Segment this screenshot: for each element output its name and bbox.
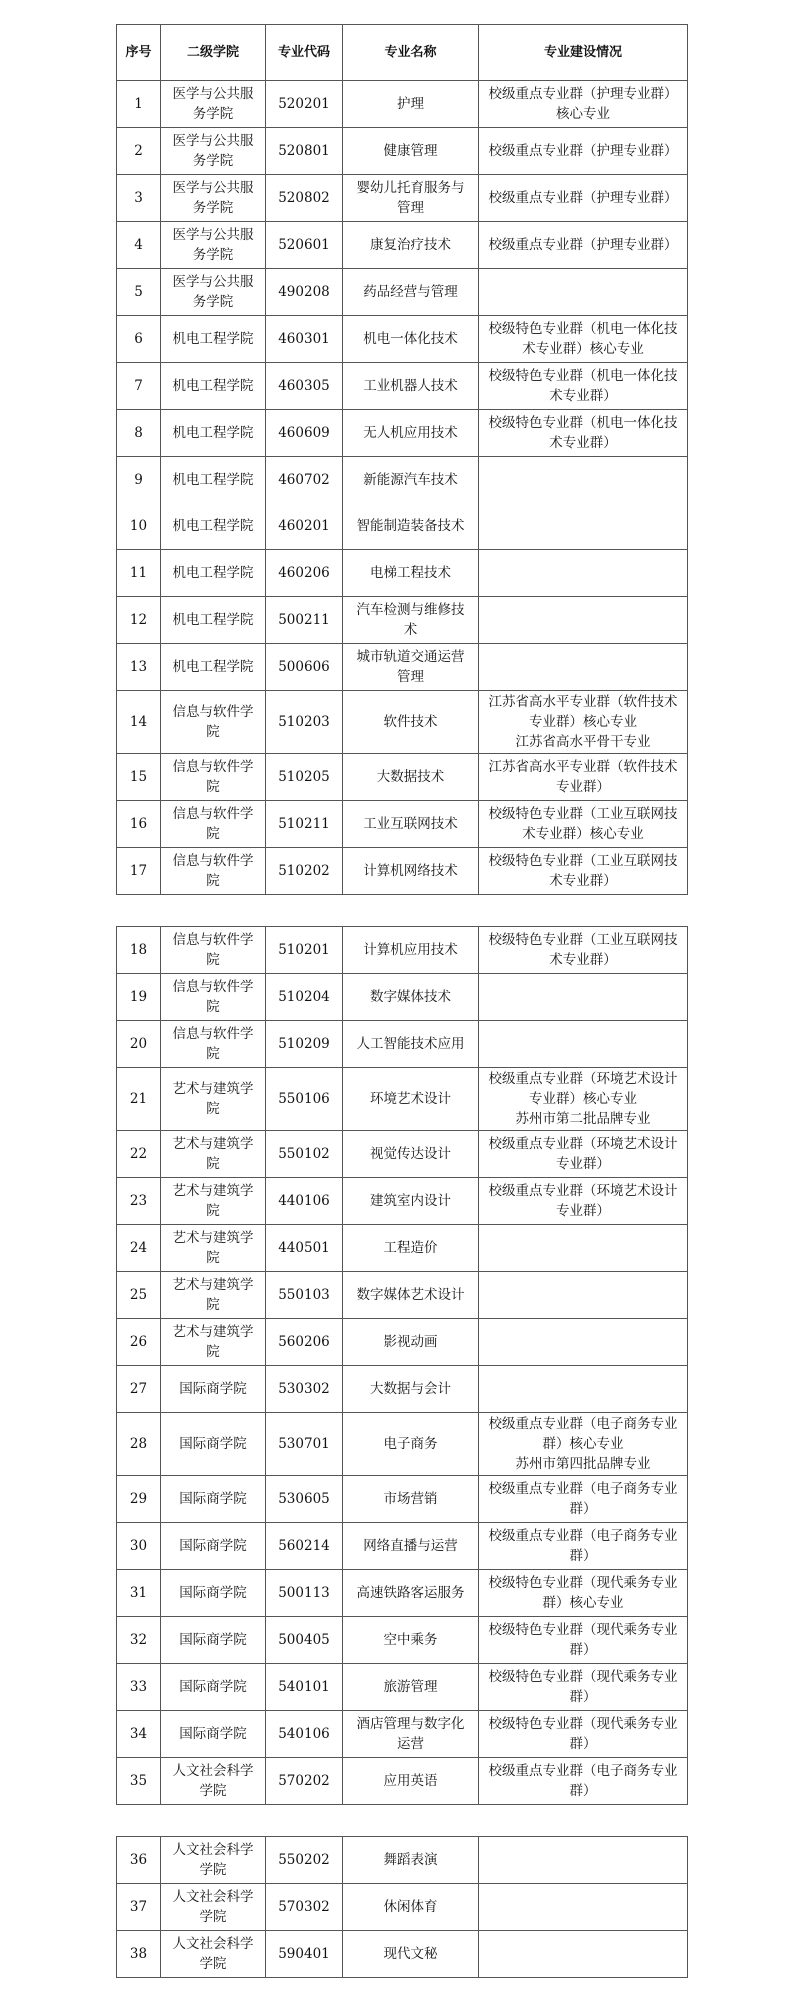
cell-construction	[479, 1366, 688, 1413]
cell-code: 590401	[266, 1931, 343, 1978]
cell-construction	[479, 1837, 688, 1884]
cell-code: 540106	[266, 1711, 343, 1758]
cell-construction	[479, 597, 688, 644]
cell-college: 国际商学院	[161, 1476, 266, 1523]
table-row	[117, 1319, 688, 1366]
cell-construction: 校级重点专业群（环境艺术设计 专业群）核心专业 苏州市第二批品牌专业	[479, 1068, 688, 1131]
cell-college: 医学与公共服 务学院	[161, 222, 266, 269]
cell-index: 12	[117, 597, 161, 644]
table-row	[117, 644, 688, 691]
col-header-major-name: 专业名称	[343, 25, 479, 81]
cell-college: 人文社会科学 学院	[161, 1931, 266, 1978]
cell-code: 540101	[266, 1664, 343, 1711]
cell-index: 37	[117, 1884, 161, 1931]
cell-construction	[479, 1319, 688, 1366]
table-row	[117, 1366, 688, 1413]
table-row	[117, 550, 688, 597]
cell-college: 国际商学院	[161, 1617, 266, 1664]
cell-code: 510205	[266, 754, 343, 801]
cell-major-name: 新能源汽车技术	[343, 457, 479, 504]
cell-index: 2	[117, 128, 161, 175]
table-row	[117, 1068, 688, 1131]
cell-code: 440501	[266, 1225, 343, 1272]
cell-construction: 校级重点专业群（电子商务专业 群）	[479, 1523, 688, 1570]
cell-college: 信息与软件学 院	[161, 801, 266, 848]
table-row	[117, 316, 688, 363]
cell-construction	[479, 644, 688, 691]
cell-college: 艺术与建筑学 院	[161, 1068, 266, 1131]
cell-college: 艺术与建筑学 院	[161, 1272, 266, 1319]
cell-construction: 校级特色专业群（工业互联网技 术专业群）	[479, 848, 688, 895]
cell-construction	[479, 457, 688, 550]
cell-major-name: 酒店管理与数字化 运营	[343, 1711, 479, 1758]
cell-index: 9	[117, 457, 161, 504]
cell-college: 机电工程学院	[161, 410, 266, 457]
cell-code: 560206	[266, 1319, 343, 1366]
table-row	[117, 1225, 688, 1272]
cell-major-name: 应用英语	[343, 1758, 479, 1805]
cell-major-name: 市场营销	[343, 1476, 479, 1523]
table-row	[117, 927, 688, 974]
cell-code: 520802	[266, 175, 343, 222]
cell-index: 7	[117, 363, 161, 410]
cell-major-name: 健康管理	[343, 128, 479, 175]
cell-code: 500606	[266, 644, 343, 691]
cell-index: 32	[117, 1617, 161, 1664]
cell-college: 机电工程学院	[161, 503, 266, 550]
cell-construction	[479, 269, 688, 316]
cell-code: 500405	[266, 1617, 343, 1664]
table-row	[117, 175, 688, 222]
cell-college: 医学与公共服 务学院	[161, 81, 266, 128]
cell-major-name: 旅游管理	[343, 1664, 479, 1711]
cell-code: 460609	[266, 410, 343, 457]
cell-major-name: 机电一体化技术	[343, 316, 479, 363]
cell-code: 530701	[266, 1413, 343, 1476]
table-row	[117, 1837, 688, 1884]
cell-index: 1	[117, 81, 161, 128]
cell-index: 20	[117, 1021, 161, 1068]
cell-college: 国际商学院	[161, 1366, 266, 1413]
cell-index: 17	[117, 848, 161, 895]
cell-code: 520201	[266, 81, 343, 128]
cell-major-name: 大数据技术	[343, 754, 479, 801]
cell-index: 14	[117, 691, 161, 754]
col-header-index: 序号	[117, 25, 161, 81]
cell-index: 38	[117, 1931, 161, 1978]
cell-major-name: 电梯工程技术	[343, 550, 479, 597]
cell-major-name: 软件技术	[343, 691, 479, 754]
cell-construction: 校级重点专业群（环境艺术设计 专业群）	[479, 1178, 688, 1225]
cell-index: 34	[117, 1711, 161, 1758]
table-row	[117, 363, 688, 410]
cell-index: 8	[117, 410, 161, 457]
cell-construction: 校级重点专业群（护理专业群）	[479, 222, 688, 269]
cell-index: 19	[117, 974, 161, 1021]
cell-construction: 江苏省高水平专业群（软件技术 专业群）核心专业 江苏省高水平骨干专业	[479, 691, 688, 754]
table-row	[117, 848, 688, 895]
table-row	[117, 1617, 688, 1664]
cell-code: 440106	[266, 1178, 343, 1225]
cell-code: 490208	[266, 269, 343, 316]
table-row	[117, 974, 688, 1021]
cell-major-name: 工业互联网技术	[343, 801, 479, 848]
cell-college: 国际商学院	[161, 1664, 266, 1711]
cell-college: 医学与公共服 务学院	[161, 175, 266, 222]
cell-college: 机电工程学院	[161, 316, 266, 363]
table-row	[117, 1413, 688, 1476]
cell-college: 信息与软件学 院	[161, 927, 266, 974]
cell-major-name: 城市轨道交通运营 管理	[343, 644, 479, 691]
cell-code: 460206	[266, 550, 343, 597]
majors-table-part2	[116, 926, 688, 1805]
cell-index: 33	[117, 1664, 161, 1711]
cell-college: 人文社会科学 学院	[161, 1837, 266, 1884]
cell-construction	[479, 974, 688, 1021]
col-header-college: 二级学院	[161, 25, 266, 81]
table-row	[117, 222, 688, 269]
table-row	[117, 269, 688, 316]
cell-major-name: 电子商务	[343, 1413, 479, 1476]
table-row	[117, 754, 688, 801]
cell-construction: 校级重点专业群（护理专业群） 核心专业	[479, 81, 688, 128]
cell-major-name: 智能制造装备技术	[343, 503, 479, 550]
cell-code: 530605	[266, 1476, 343, 1523]
cell-major-name: 汽车检测与维修技 术	[343, 597, 479, 644]
cell-construction: 校级重点专业群（护理专业群）	[479, 128, 688, 175]
cell-code: 500113	[266, 1570, 343, 1617]
cell-college: 信息与软件学 院	[161, 691, 266, 754]
cell-code: 520601	[266, 222, 343, 269]
cell-code: 510202	[266, 848, 343, 895]
cell-college: 信息与软件学 院	[161, 974, 266, 1021]
cell-index: 27	[117, 1366, 161, 1413]
cell-college: 艺术与建筑学 院	[161, 1225, 266, 1272]
cell-major-name: 康复治疗技术	[343, 222, 479, 269]
cell-major-name: 空中乘务	[343, 1617, 479, 1664]
cell-construction: 校级特色专业群（工业互联网技 术专业群）	[479, 927, 688, 974]
cell-code: 550106	[266, 1068, 343, 1131]
cell-code: 560214	[266, 1523, 343, 1570]
cell-construction	[479, 1021, 688, 1068]
cell-major-name: 药品经营与管理	[343, 269, 479, 316]
table-row	[117, 1758, 688, 1805]
cell-index: 29	[117, 1476, 161, 1523]
table-row	[117, 410, 688, 457]
cell-major-name: 计算机应用技术	[343, 927, 479, 974]
cell-code: 510209	[266, 1021, 343, 1068]
cell-major-name: 护理	[343, 81, 479, 128]
cell-construction	[479, 1884, 688, 1931]
cell-major-name: 视觉传达设计	[343, 1131, 479, 1178]
table-row	[117, 1931, 688, 1978]
cell-code: 510203	[266, 691, 343, 754]
cell-code: 570202	[266, 1758, 343, 1805]
cell-major-name: 人工智能技术应用	[343, 1021, 479, 1068]
cell-college: 机电工程学院	[161, 550, 266, 597]
cell-major-name: 工业机器人技术	[343, 363, 479, 410]
majors-table-part3	[116, 1836, 688, 1978]
cell-index: 11	[117, 550, 161, 597]
cell-construction: 校级特色专业群（工业互联网技 术专业群）核心专业	[479, 801, 688, 848]
cell-index: 24	[117, 1225, 161, 1272]
cell-construction: 校级特色专业群（机电一体化技 术专业群）核心专业	[479, 316, 688, 363]
cell-college: 信息与软件学 院	[161, 754, 266, 801]
cell-major-name: 网络直播与运营	[343, 1523, 479, 1570]
cell-college: 机电工程学院	[161, 597, 266, 644]
cell-construction: 校级特色专业群（现代乘务专业 群）	[479, 1664, 688, 1711]
cell-code: 510201	[266, 927, 343, 974]
cell-index: 36	[117, 1837, 161, 1884]
cell-construction: 校级重点专业群（护理专业群）	[479, 175, 688, 222]
cell-code: 510211	[266, 801, 343, 848]
cell-major-name: 休闲体育	[343, 1884, 479, 1931]
table-row	[117, 1178, 688, 1225]
cell-construction: 校级重点专业群（环境艺术设计 专业群）	[479, 1131, 688, 1178]
cell-code: 550102	[266, 1131, 343, 1178]
cell-construction: 校级重点专业群（电子商务专业 群）	[479, 1758, 688, 1805]
table-row	[117, 1523, 688, 1570]
cell-construction: 校级特色专业群（现代乘务专业 群）核心专业	[479, 1570, 688, 1617]
cell-college: 人文社会科学 学院	[161, 1884, 266, 1931]
cell-college: 人文社会科学 学院	[161, 1758, 266, 1805]
cell-construction	[479, 1272, 688, 1319]
cell-major-name: 婴幼儿托育服务与 管理	[343, 175, 479, 222]
cell-construction: 校级重点专业群（电子商务专业 群）	[479, 1476, 688, 1523]
cell-college: 国际商学院	[161, 1523, 266, 1570]
cell-college: 医学与公共服 务学院	[161, 269, 266, 316]
cell-construction: 校级特色专业群（现代乘务专业 群）	[479, 1711, 688, 1758]
cell-code: 550202	[266, 1837, 343, 1884]
cell-code: 500211	[266, 597, 343, 644]
cell-major-name: 大数据与会计	[343, 1366, 479, 1413]
cell-code: 460301	[266, 316, 343, 363]
table-row	[117, 691, 688, 754]
cell-code: 530302	[266, 1366, 343, 1413]
cell-index: 18	[117, 927, 161, 974]
cell-index: 25	[117, 1272, 161, 1319]
cell-index: 26	[117, 1319, 161, 1366]
cell-index: 13	[117, 644, 161, 691]
cell-index: 6	[117, 316, 161, 363]
cell-college: 艺术与建筑学 院	[161, 1131, 266, 1178]
cell-index: 23	[117, 1178, 161, 1225]
cell-index: 31	[117, 1570, 161, 1617]
table-row	[117, 1476, 688, 1523]
table-row	[117, 801, 688, 848]
cell-construction: 校级特色专业群（现代乘务专业 群）	[479, 1617, 688, 1664]
cell-index: 16	[117, 801, 161, 848]
cell-code: 550103	[266, 1272, 343, 1319]
cell-index: 22	[117, 1131, 161, 1178]
cell-index: 35	[117, 1758, 161, 1805]
cell-index: 4	[117, 222, 161, 269]
cell-major-name: 影视动画	[343, 1319, 479, 1366]
cell-construction: 江苏省高水平专业群（软件技术 专业群）	[479, 754, 688, 801]
col-header-construction: 专业建设情况	[479, 25, 688, 81]
cell-index: 3	[117, 175, 161, 222]
table-row	[117, 81, 688, 128]
table-row	[117, 457, 688, 504]
cell-major-name: 计算机网络技术	[343, 848, 479, 895]
cell-code: 460305	[266, 363, 343, 410]
cell-college: 信息与软件学 院	[161, 848, 266, 895]
cell-index: 15	[117, 754, 161, 801]
cell-major-name: 建筑室内设计	[343, 1178, 479, 1225]
cell-major-name: 工程造价	[343, 1225, 479, 1272]
cell-code: 570302	[266, 1884, 343, 1931]
cell-index: 5	[117, 269, 161, 316]
table-row	[117, 1131, 688, 1178]
cell-major-name: 现代文秘	[343, 1931, 479, 1978]
cell-construction	[479, 1225, 688, 1272]
cell-college: 机电工程学院	[161, 363, 266, 410]
table-row	[117, 597, 688, 644]
cell-college: 信息与软件学 院	[161, 1021, 266, 1068]
cell-index: 30	[117, 1523, 161, 1570]
cell-college: 机电工程学院	[161, 457, 266, 504]
table-row	[117, 1711, 688, 1758]
cell-code: 510204	[266, 974, 343, 1021]
cell-college: 国际商学院	[161, 1570, 266, 1617]
cell-college: 艺术与建筑学 院	[161, 1178, 266, 1225]
table-row	[117, 1664, 688, 1711]
table-header-row	[117, 25, 688, 81]
cell-construction	[479, 1931, 688, 1978]
cell-major-name: 舞蹈表演	[343, 1837, 479, 1884]
majors-table-part1	[116, 24, 688, 895]
cell-construction: 校级重点专业群（电子商务专业 群）核心专业 苏州市第四批品牌专业	[479, 1413, 688, 1476]
cell-major-name: 数字媒体艺术设计	[343, 1272, 479, 1319]
cell-code: 520801	[266, 128, 343, 175]
cell-college: 艺术与建筑学 院	[161, 1319, 266, 1366]
table-row	[117, 1570, 688, 1617]
cell-major-name: 数字媒体技术	[343, 974, 479, 1021]
cell-index: 10	[117, 503, 161, 550]
col-header-code: 专业代码	[266, 25, 343, 81]
cell-college: 国际商学院	[161, 1413, 266, 1476]
cell-college: 国际商学院	[161, 1711, 266, 1758]
cell-code: 460702	[266, 457, 343, 504]
cell-construction	[479, 550, 688, 597]
cell-major-name: 无人机应用技术	[343, 410, 479, 457]
cell-construction: 校级特色专业群（机电一体化技 术专业群）	[479, 410, 688, 457]
table-row	[117, 128, 688, 175]
cell-index: 21	[117, 1068, 161, 1131]
cell-college: 机电工程学院	[161, 644, 266, 691]
table-row	[117, 1021, 688, 1068]
table-row	[117, 1884, 688, 1931]
cell-major-name: 高速铁路客运服务	[343, 1570, 479, 1617]
cell-construction: 校级特色专业群（机电一体化技 术专业群）	[479, 363, 688, 410]
table-row	[117, 1272, 688, 1319]
cell-major-name: 环境艺术设计	[343, 1068, 479, 1131]
cell-college: 医学与公共服 务学院	[161, 128, 266, 175]
cell-index: 28	[117, 1413, 161, 1476]
cell-code: 460201	[266, 503, 343, 550]
